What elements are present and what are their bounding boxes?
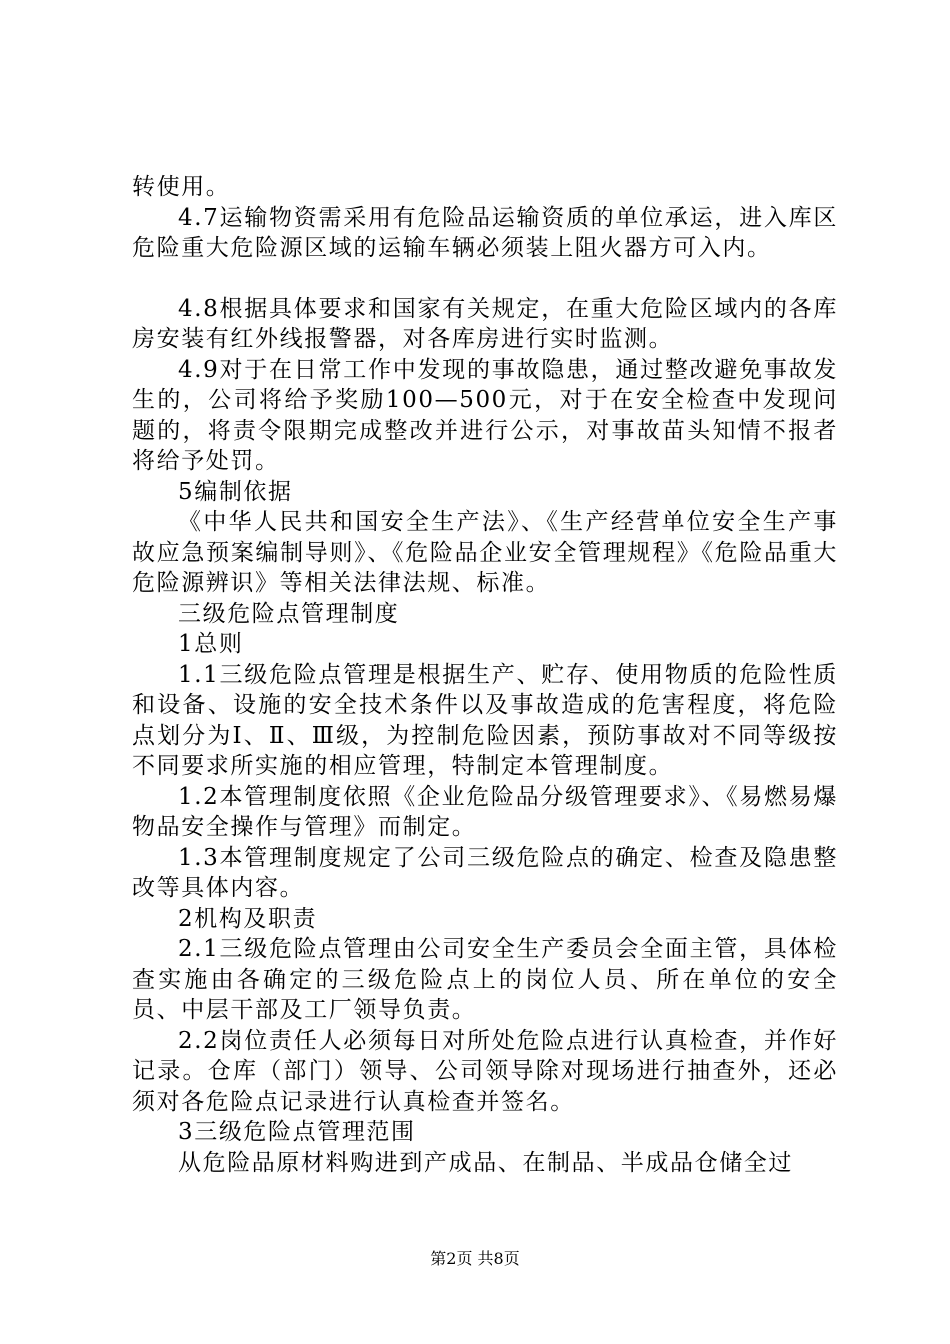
section-title: 三级危险点管理制度 (178, 600, 400, 627)
document-body (132, 172, 838, 1178)
heading-5: 5编制依据 (178, 478, 293, 505)
heading-1: 1总则 (178, 631, 244, 657)
paragraph-4-9: 4.9对于在日常工作中发现的事故隐患，通过整改避免事故发生的，公司将给予奖励100—500元，对于在安全检查中发现问题的，将责令限期完成整改并进行公示，对事故苗头知情不报者将给予处罚。 (132, 356, 838, 474)
paragraph-2-2: 2.2岗位责任人必须每日对所处危险点进行认真检查，并作好记录。仓库（部门）领导、公司领导除对现场进行抽查外，还必须对各危险点记录进行认真检查并签名。 (132, 1027, 838, 1115)
paragraph-1-1: 1.1三级危险点管理是根据生产、贮存、使用物质的危险性质和设备、设施的安全技术条件以及事故造成的危害程度，将危险点划分为Ⅰ、Ⅱ、Ⅲ级，为控制危险因素，预防事故对不同等级按不同要求所实施的相应管理，特制定本管理制度。 (132, 661, 838, 779)
paragraph-3-scope: 从危险品原材料购进到产成品、在制品、半成品仓储全过 (178, 1149, 793, 1176)
page-footer: 第2页 共8页 (430, 1249, 520, 1268)
paragraph-1-2: 1.2本管理制度依照《企业危险品分级管理要求》、《易燃易爆物品安全操作与管理》而制定。 (132, 783, 838, 840)
paragraph-2-1: 2.1三级危险点管理由公司安全生产委员会全面主管，具体检查实施由各确定的三级危险点上的岗位人员、所在单位的安全员、中层干部及工厂领导负责。 (132, 936, 838, 1023)
paragraph-4-7: 4.7运输物资需采用有危险品运输资质的单位承运，进入库区危险重大危险源区域的运输车辆必须装上阻火器方可入内。 (132, 204, 838, 261)
paragraph-1-3: 1.3本管理制度规定了公司三级危险点的确定、检查及隐患整改等具体内容。 (132, 844, 838, 901)
heading-3: 3三级危险点管理范围 (178, 1119, 416, 1145)
heading-2: 2机构及职责 (178, 905, 318, 932)
paragraph-5-basis: 《中华人民共和国安全生产法》、《生产经营单位安全生产事故应急预案编制导则》、《危险品企业安全管理规程》《危险品重大危险源辨识》等相关法律法规、标准。 (132, 509, 838, 596)
paragraph-continuation: 转使用。 (132, 174, 231, 200)
paragraph-4-8: 4.8根据具体要求和国家有关规定，在重大危险区域内的各库房安装有红外线报警器，对各库房进行实时监测。 (132, 295, 838, 352)
blank-line (132, 264, 838, 294)
